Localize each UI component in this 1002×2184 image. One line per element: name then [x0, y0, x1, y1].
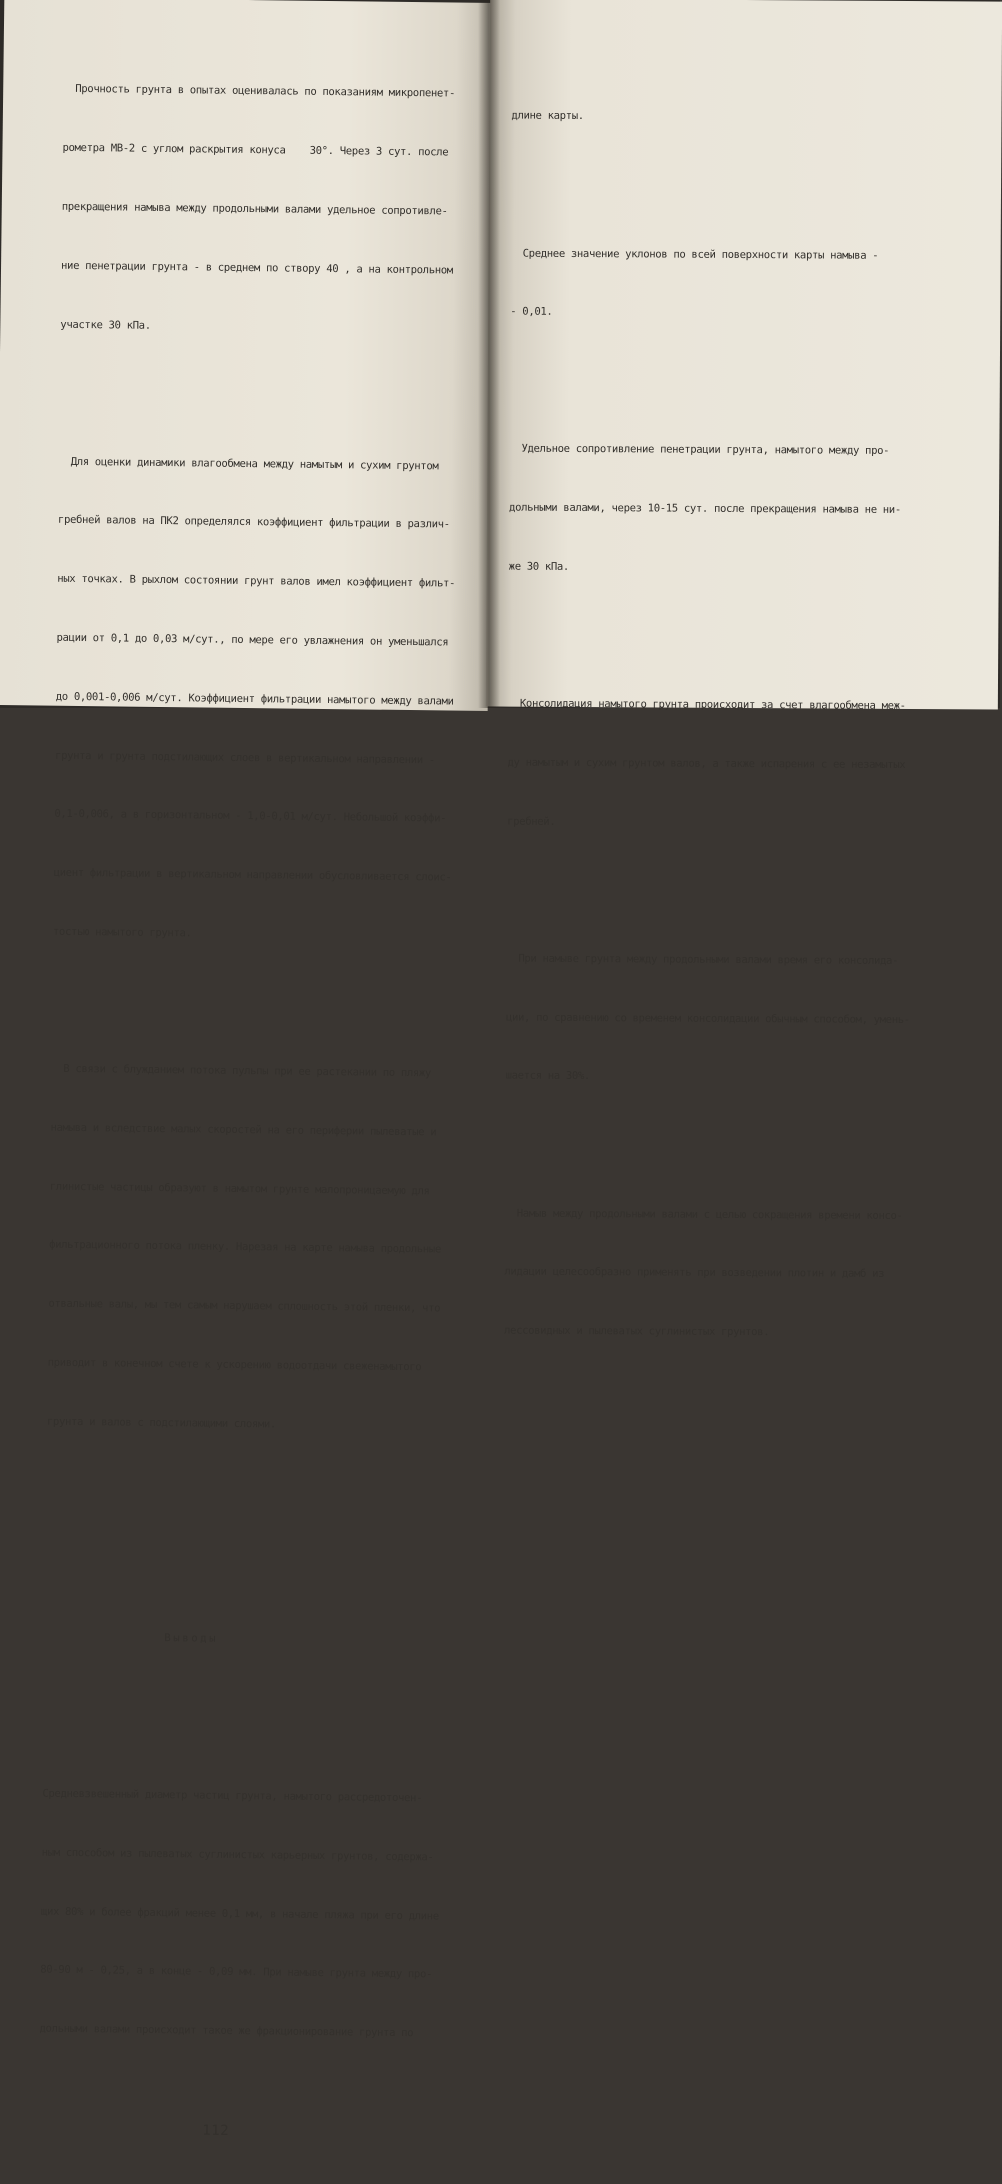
text-line: Намыв между продольными валами с целью сокращения времени консо-	[504, 1207, 903, 1222]
text-line: длине карты.	[511, 109, 584, 123]
text-line: гребней.	[507, 815, 556, 828]
text-line: Прочность грунта в опытах оценивалась по показаниям микропенет-	[63, 83, 456, 100]
text-line: ние пенетрации грунта - в среднем по створу 40 , а на контрольном	[60, 259, 453, 277]
text-line: рометра МВ-2 с углом раскрытия конуса 30°. Через 3 сут. после	[62, 141, 449, 159]
right-paragraph-1	[511, 68, 1002, 169]
text-line: Средневзвешенный диаметр частиц грунта, намытого рассредоточен-	[42, 1787, 423, 1805]
text-line: тостью намытого грунта.	[52, 925, 192, 940]
text-line: циент фильтрации в вертикальном направлении обусловливается слоис-	[53, 866, 452, 884]
text-line: грунта и грунта подстилающих слоев в вертикальном направлении -	[55, 749, 435, 766]
left-paragraph-2	[52, 413, 491, 986]
text-line: ных точках. В рыхлом состоянии грунт валов имел коэффициент фильт-	[57, 572, 456, 590]
blank-line	[43, 1687, 475, 1712]
blank-line	[45, 1569, 477, 1594]
text-line: глинистые частицы образуют в намытом грунте малопроницаемую для	[49, 1180, 430, 1197]
text-line: до 0,001-0,006 м/сут. Коэффициент фильтрации намытого между валами	[55, 690, 454, 708]
blank-line	[46, 1510, 478, 1535]
right-paragraph-6	[504, 1165, 995, 1384]
text-line: приводит в конечном счете к ускорению водоотдачи свеженамытого	[47, 1356, 422, 1374]
text-line: В связи с блужданием потока пульпы при ее растекании по пляжу	[51, 1062, 432, 1080]
text-line: прекращения намыва между продольными валами удельное сопротивле-	[61, 200, 448, 218]
right-paragraph-3	[508, 401, 999, 620]
left-paragraph-1	[60, 41, 496, 379]
text-line: лидации целесообразно применять при возведении плотин и дамб из	[504, 1265, 885, 1281]
text-line: 0,1-0,006, а в горизонтальном - 1,0-0,01 м/сут. Небольшой коэффи-	[54, 808, 447, 825]
text-line: Консолидация намытого грунта происходит за счет влагообмена меж-	[507, 697, 906, 713]
book-gutter	[478, 0, 500, 708]
text-line: Для оценки динамики влагообмена между намытым и сухим грунтом	[58, 455, 439, 473]
text-line: же 30 кПа.	[508, 560, 570, 573]
text-line: дольными валами, через 10-15 сут. после прекращения намыва не ни-	[509, 501, 901, 517]
text-line: рации от 0,1 до 0,03 м/сут., по мере его увлажнения он уменьшался	[56, 631, 449, 649]
text-line: гребней валов на ПК2 определялся коэффициент фильтрации в различ-	[57, 514, 450, 531]
page-number: 112	[202, 2122, 230, 2140]
left-paragraph-3	[46, 1021, 483, 1477]
left-page	[0, 0, 496, 2140]
text-line: шается на 30%.	[505, 1070, 591, 1083]
text-line: ду намытым и сухим грунтом валов, а также испарения с ее незамытых	[507, 756, 906, 771]
text-line: дольными валами происходит такое же фракционирование грунта по	[39, 2022, 414, 2040]
text-line: грунта и валов с подстилающими слоями.	[46, 1415, 277, 1431]
text-line: фильтрационного потока пленку. Нарезая на карте намыва продольные	[49, 1239, 441, 1256]
text-line: ции, по сравнению со временем консолидации обычным способом, умень-	[505, 1011, 910, 1026]
section-heading: Выводы	[164, 1632, 219, 1646]
text-line: щих 80% и более фракций менее 0,1 мм, в начале пляжа при его длине	[40, 1905, 439, 1923]
text-line: ным способом из пылеватых суглинистых карьерных грунтов, содержа-	[41, 1846, 434, 1864]
text-line: участке 30 кПа.	[60, 318, 151, 332]
right-paragraph-2	[510, 205, 1001, 365]
text-line: При намыве грунта между продольными валами время его консолида-	[506, 952, 899, 967]
left-paragraph-4	[39, 1745, 475, 2083]
text-line: - 0,01.	[510, 305, 553, 319]
text-line: отвальные валы, мы тем самым нарушаем сплошность этой пленки, что	[48, 1297, 441, 1315]
text-line: Среднее значение уклонов по всей поверхности карты намыва -	[510, 247, 879, 262]
right-page	[486, 0, 1002, 1339]
right-paragraph-5	[505, 910, 996, 1129]
text-line: намыва и вследствие малых скоростей на его периферии пылеватые и	[50, 1121, 437, 1139]
text-line: 80-90 м - 0,25, а в конце - 0,09 мм. При намыве грунта между про-	[40, 1963, 433, 1981]
right-paragraph-4	[507, 656, 998, 875]
text-line: лессовидных и пылеватых суглинистых грунтов.	[503, 1324, 770, 1339]
text-line: Удельное сопротивление пенетрации грунта, намытого между про-	[509, 443, 890, 458]
